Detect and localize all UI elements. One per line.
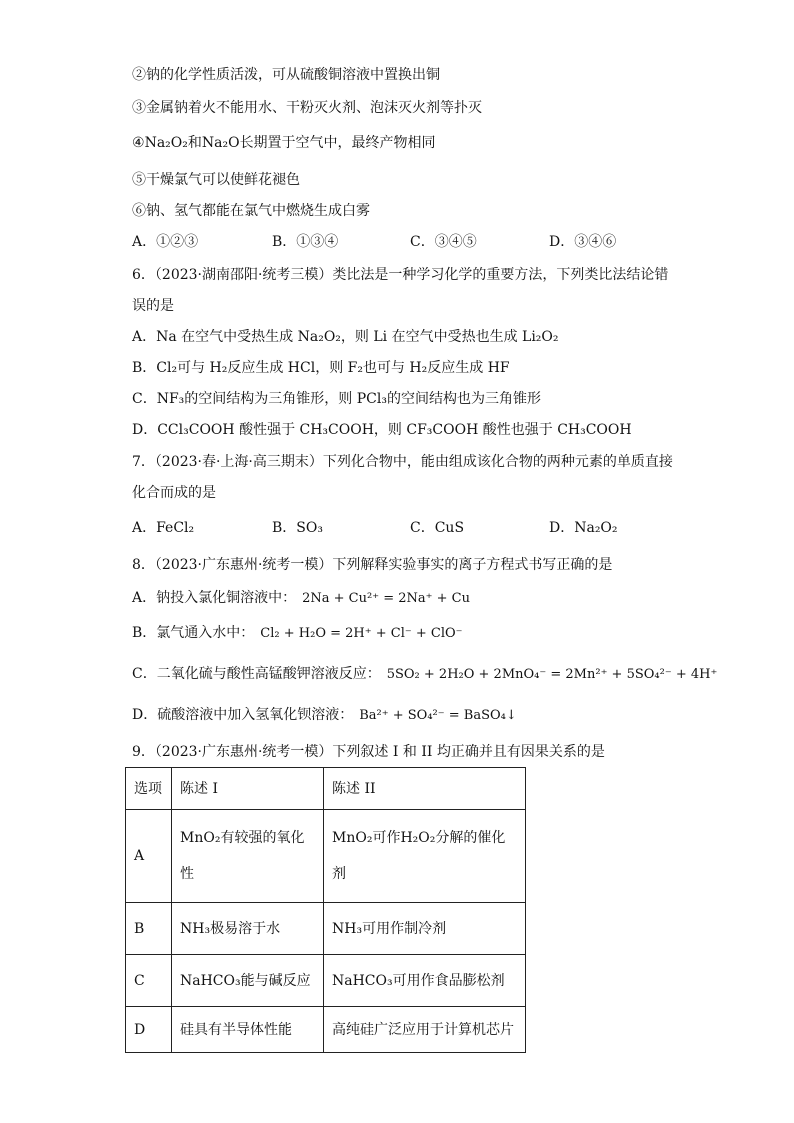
statement-2: ②钠的化学性质活泼，可从硫酸铜溶液中置换出铜 [132, 67, 440, 83]
q6-option-a[interactable]: A．Na 在空气中受热生成 Na₂O₂，则 Li 在空气中受热也生成 Li₂O₂ [132, 329, 559, 345]
q7-stem-line2: 化合而成的是 [132, 485, 216, 501]
q8-option-b-text: B．氯气通入水中： [132, 625, 255, 641]
q8-option-c-text: C．二氧化硫与酸性高锰酸钾溶液反应： [132, 666, 381, 682]
q5-options [132, 233, 692, 251]
q5-option-d[interactable]: D．③④⑥ [549, 234, 617, 250]
q8-option-d-equation: Ba²⁺ + SO₄²⁻ = BaSO₄↓ [359, 708, 517, 723]
cell-option: B [126, 903, 172, 955]
cell-option: A [126, 810, 172, 903]
cell-statement-1 [172, 810, 324, 903]
cell-statement-2 [324, 810, 526, 903]
q7-option-a[interactable]: A．FeCl₂ [132, 520, 195, 536]
q7-options [132, 519, 692, 537]
q8-option-b-equation: Cl₂ + H₂O = 2H⁺ + Cl⁻ + ClO⁻ [260, 626, 463, 641]
cell-statement-1: NH₃极易溶于水 [172, 903, 324, 955]
formula-na2o2: Na₂O₂ [144, 135, 188, 151]
q7-option-b[interactable]: B．SO₃ [272, 520, 323, 536]
statement-4-prefix: ④ [132, 135, 145, 151]
cell-text: MnO₂有较强的氧化性 [180, 830, 305, 882]
q9-stem: 9．（2023·广东惠州·统考一模）下列叙述 I 和 II 均正确并且有因果关系的是 [132, 744, 605, 760]
table-row [126, 903, 526, 955]
statement-5: ⑤干燥氯气可以使鲜花褪色 [132, 172, 300, 188]
q8-option-d[interactable] [132, 706, 517, 725]
q8-option-a[interactable] [132, 589, 470, 608]
q8-option-b[interactable] [132, 624, 463, 643]
cell-statement-1: 硅具有半导体性能 [172, 1007, 324, 1053]
q8-option-c-equation: 5SO₂ + 2H₂O + 2MnO₄⁻ = 2Mn²⁺ + 5SO₄²⁻ + 4H⁺ [386, 667, 718, 682]
statement-4-mid: 和 [187, 135, 202, 151]
cell-statement-2: NaHCO₃可用作食品膨松剂 [324, 955, 526, 1007]
q8-option-a-equation: 2Na + Cu²⁺ = 2Na⁺ + Cu [302, 591, 470, 606]
q8-stem: 8．（2023·广东惠州·统考一模）下列解释实验事实的离子方程式书写正确的是 [132, 557, 613, 573]
table-header-row [126, 768, 526, 810]
header-statement-1: 陈述 I [172, 768, 324, 810]
statement-4-suffix: 长期置于空气中，最终产物相同 [239, 135, 436, 151]
q8-option-a-text: A．钠投入氯化铜溶液中： [132, 590, 297, 606]
q6-option-c[interactable]: C．NF₃的空间结构为三角锥形，则 PCl₃的空间结构也为三角锥形 [132, 391, 541, 407]
statement-6: ⑥钠、氢气都能在氯气中燃烧生成白雾 [132, 203, 370, 219]
q5-option-c[interactable]: C．③④⑤ [410, 234, 477, 250]
cell-text: MnO₂可作H₂O₂分解的催化剂 [332, 830, 506, 882]
q7-option-c[interactable]: C．CuS [410, 520, 465, 536]
q6-stem-line2: 误的是 [132, 298, 174, 314]
q6-option-b[interactable]: B．Cl₂可与 H₂反应生成 HCl，则 F₂也可与 H₂反应生成 HF [132, 360, 510, 376]
q7-option-d[interactable]: D．Na₂O₂ [549, 520, 618, 536]
table-row [126, 810, 526, 903]
q5-option-b[interactable]: B．①③④ [272, 234, 339, 250]
table-row [126, 955, 526, 1007]
cell-statement-1: NaHCO₃能与碱反应 [172, 955, 324, 1007]
statement-4 [132, 134, 436, 152]
q5-option-a[interactable]: A．①②③ [132, 234, 199, 250]
q6-stem-line1: 6．（2023·湖南邵阳·统考三模）类比法是一种学习化学的重要方法，下列类比法结论错 [132, 267, 669, 283]
q8-option-d-text: D．硫酸溶液中加入氢氧化钡溶液： [132, 707, 354, 723]
formula-na2o: Na₂O [201, 135, 240, 151]
q6-option-d[interactable]: D．CCl₃COOH 酸性强于 CH₃COOH，则 CF₃COOH 酸性也强于 CH₃COOH [132, 422, 632, 438]
q8-option-c[interactable] [132, 665, 717, 684]
cell-option: C [126, 955, 172, 1007]
table-row [126, 1007, 526, 1053]
header-option: 选项 [126, 768, 172, 810]
header-statement-2: 陈述 II [324, 768, 526, 810]
statement-3: ③金属钠着火不能用水、干粉灭火剂、泡沫灭火剂等扑灭 [132, 100, 482, 116]
q9-table [125, 767, 526, 1053]
cell-statement-2: NH₃可用作制冷剂 [324, 903, 526, 955]
cell-option: D [126, 1007, 172, 1053]
q7-stem-line1: 7．（2023·春·上海·高三期末）下列化合物中，能由组成该化合物的两种元素的单质直接 [132, 454, 673, 470]
cell-statement-2: 高纯硅广泛应用于计算机芯片 [324, 1007, 526, 1053]
